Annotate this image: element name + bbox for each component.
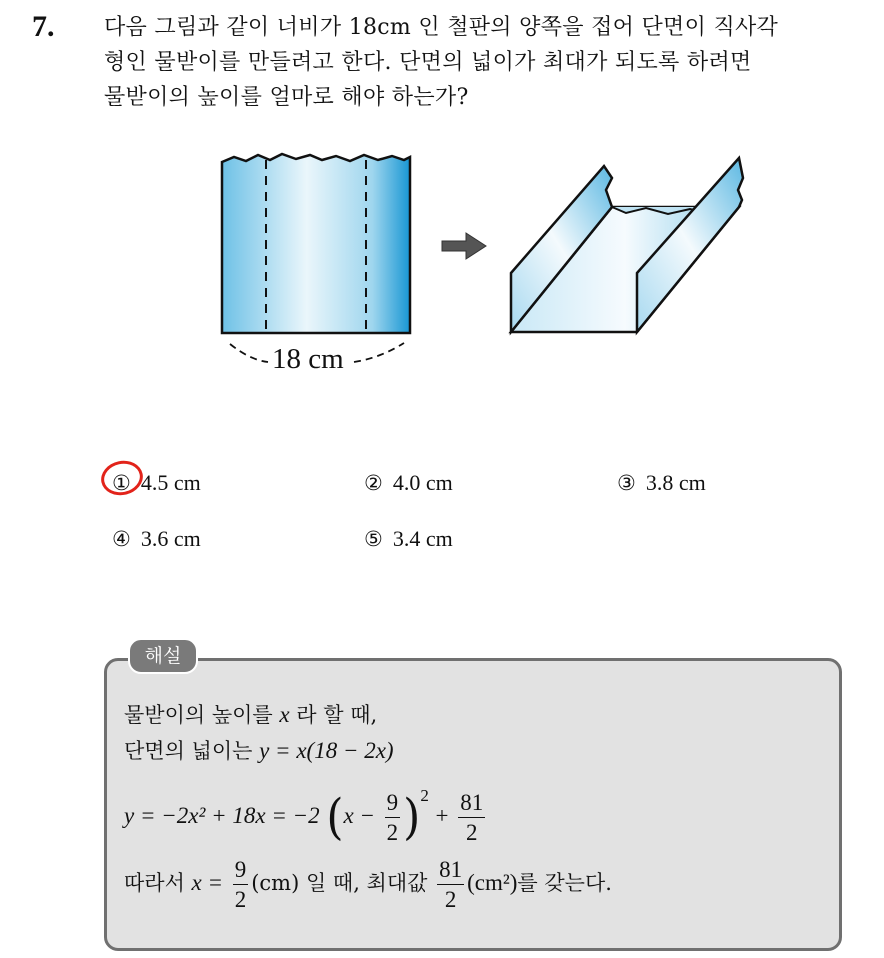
option-text: 4.5 cm <box>140 470 201 495</box>
numerator: 9 <box>385 791 401 818</box>
plus-sign: + <box>435 803 449 828</box>
solution-equation: y = −2x² + 18x = −2 <box>124 803 320 828</box>
option-4[interactable] <box>112 526 201 552</box>
denominator: 2 <box>465 820 478 845</box>
option-3[interactable] <box>617 470 706 496</box>
option-text: 4.0 cm <box>392 470 453 495</box>
solution-line-3 <box>124 786 488 844</box>
solution-text: (cm) 일 때, 최대값 <box>251 871 428 895</box>
solution-line-1 <box>124 699 377 729</box>
solution-var: x <box>279 702 290 727</box>
flat-sheet <box>222 154 410 333</box>
numerator: 81 <box>437 858 464 885</box>
option-number: ③ <box>617 471 636 495</box>
option-number: ② <box>364 471 383 495</box>
fraction <box>458 791 485 844</box>
fraction <box>233 858 249 911</box>
paren-open: ( <box>326 789 344 846</box>
solution-text: 를 갖는다. <box>517 871 612 895</box>
arrow-icon <box>442 233 486 259</box>
fraction <box>385 791 401 844</box>
question-line: 다음 그림과 같이 너비가 18cm 인 철판의 양쪽을 접어 단면이 직사각 <box>104 15 779 40</box>
fraction <box>437 858 464 911</box>
denominator: 2 <box>386 820 399 845</box>
solution-text: 물받이의 높이를 <box>124 703 273 727</box>
solution-var: x = <box>191 870 224 895</box>
denominator: 2 <box>234 887 247 912</box>
option-number: ⑤ <box>364 527 383 551</box>
solution-line-4 <box>124 858 612 911</box>
width-label: 18 cm <box>272 343 344 375</box>
solution-equation: y = x(18 − 2x) <box>259 738 394 763</box>
option-5[interactable] <box>364 526 453 552</box>
option-number: ④ <box>112 527 131 551</box>
question-line: 물받이의 높이를 얼마로 해야 하는가? <box>104 85 469 110</box>
option-text: 3.8 cm <box>645 470 706 495</box>
solution-unit: (cm²) <box>467 870 518 895</box>
question-line: 형인 물받이를 만들려고 한다. 단면의 넓이가 최대가 되도록 하려면 <box>104 50 752 75</box>
solution-text: 따라서 <box>124 871 185 895</box>
solution-line-2 <box>124 735 394 765</box>
numerator: 81 <box>458 791 485 818</box>
solution-text: 라 할 때, <box>296 703 378 727</box>
gutter-figure <box>0 0 884 420</box>
solution-tag: 해설 <box>128 638 198 674</box>
option-1[interactable] <box>112 470 201 496</box>
option-text: 3.4 cm <box>392 526 453 551</box>
question-number: 7. <box>32 10 55 43</box>
option-2[interactable] <box>364 470 453 496</box>
option-text: 3.6 cm <box>140 526 201 551</box>
solution-text: 단면의 넓이는 <box>124 739 253 763</box>
numerator: 9 <box>233 858 249 885</box>
solution-var: x − <box>343 803 375 828</box>
exponent: 2 <box>420 786 429 805</box>
option-number: ① <box>112 471 131 495</box>
denominator: 2 <box>444 887 457 912</box>
paren-close: ) <box>403 789 421 846</box>
